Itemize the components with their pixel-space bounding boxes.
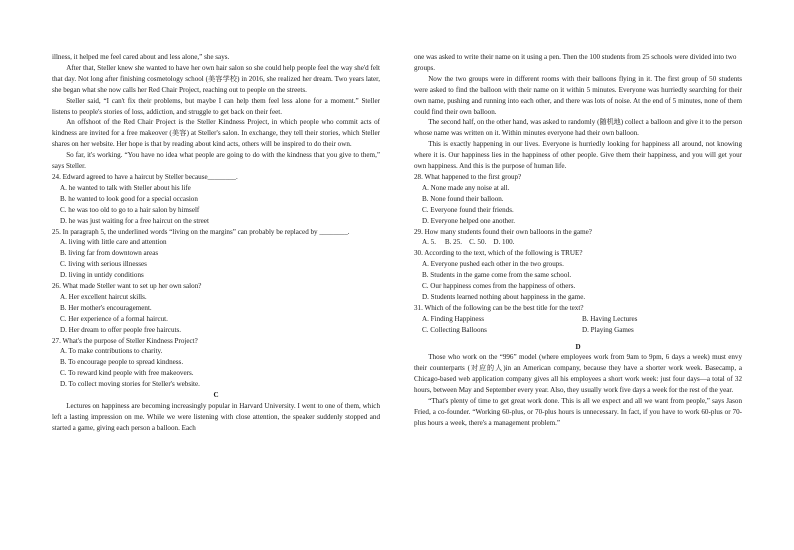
option: C. living with serious illnesses (60, 260, 147, 269)
options-row (414, 325, 742, 336)
question-26: 26. What made Steller want to set up her own salon? (52, 282, 202, 291)
question-28: 28. What happened to the first group? (414, 172, 522, 181)
option: D. Playing Games (582, 325, 634, 334)
section-heading-d: D (575, 342, 581, 351)
question-24: 24. Edward agreed to have a haircut by Steller because________. (52, 172, 238, 181)
question-29: 29. How many students found their own balloons in the game? (414, 227, 592, 236)
option: C. Collecting Balloons (422, 325, 487, 334)
question-30: 30. According to the text, which of the following is TRUE? (414, 249, 583, 258)
option: B. Having Lectures (582, 314, 638, 323)
paragraph: illness, it helped me feel cared about and less alone,” she says. (52, 53, 230, 61)
paragraph: An offshoot of the Red Chair Project is the Steller Kindness Project, in which people who commit acts of kindness are invited for a free makeover (美容) at Steller's salon. In exchange, they tell their stories, which Steller shares on her website. Her hope is that by reading about kind acts, others will be inspired to do their own. (52, 118, 380, 149)
option: B. living far from downtown areas (60, 249, 159, 258)
paragraph: Steller said, “I can't fix their problems, but maybe I can help them feel less alone for a moment.” Steller listens to people's stories of loss, addiction, and struggle to get back on their feet. (52, 96, 380, 116)
question-31: 31. Which of the following can be the best title for the text? (414, 303, 584, 312)
option: D. living in untidy conditions (60, 271, 144, 280)
option: A. he wanted to talk with Steller about his life (60, 183, 191, 192)
left-column (52, 52, 380, 434)
option: D. Everyone helped one another. (422, 216, 515, 225)
paragraph: Now the two groups were in different rooms with their balloons flying in it. The first group of 50 students were asked to find the balloon with their name on it within 5 minutes. Everyone was hurriedly searching for their own name, pushing and running into each other, and there was lots of noise. At the end of 5 minutes, none of them could find their own balloon. (414, 74, 742, 116)
paragraph: Those who work on the “996” model (where employees work from 9am to 9pm, 6 days a week) must envy their counterparts (对应的人)in an American company, because they have a shorter work week. Basecamp, a Chicago-based web application company gives all his employees a short work week: just four days—a total of 32 hours, between May and September every year. Also, they usually work five days a week for the rest of the year. (414, 353, 742, 395)
option: A. None made any noise at all. (422, 183, 510, 192)
option: B. None found their balloon. (422, 194, 504, 203)
section-heading-c: C (213, 391, 219, 400)
option: B. he wanted to look good for a special occasion (60, 194, 198, 203)
option: A. Everyone pushed each other in the two groups. (422, 260, 564, 269)
paragraph: After that, Steller knew she wanted to have her own hair salon so she could help people feel the way she'd felt that day. Not long after finishing cosmetology school (美容学校) in 2016, she realized her dream. Two years later, she began what she now calls her Red Chair Project, reaching out to people on the streets. (52, 63, 380, 94)
paragraph: So far, it's working. “You have no idea what people are going to do with the kindness that you give to them,” says Steller. (52, 151, 380, 171)
paragraph: The second half, on the other hand, was asked to randomly (随机地) collect a balloon and give it to the person whose name was written on it. Within minutes everyone had their own balloon. (414, 118, 742, 138)
option: D. he was just waiting for a free haircut on the street (60, 216, 209, 225)
right-column (414, 52, 742, 429)
option: D. 100. (493, 238, 515, 247)
option: A. Finding Happiness (422, 314, 485, 323)
option: A. living with little care and attention (60, 238, 167, 247)
option: B. Her mother's encouragement. (60, 303, 152, 312)
option: D. To collect moving stories for Steller's website. (60, 380, 200, 389)
question-27: 27. What's the purpose of Steller Kindness Project? (52, 336, 198, 345)
options-row (414, 237, 742, 248)
option: B. 25. (444, 238, 463, 247)
paragraph: one was asked to write their name on it using a pen. Then the 100 students from 25 schools were divided into two groups. (414, 53, 737, 72)
options-row (414, 314, 742, 325)
question-25: 25. In paragraph 5, the underlined words “living on the margins” can probably be replaced by ________. (52, 227, 350, 236)
paragraph: Lectures on happiness are becoming increasingly popular in Harvard University. I went to one of them, which left a lasting impression on me. While we were listening with close attention, the speaker suddenly stopped and started a game, giving each person a balloon. Each (52, 402, 380, 432)
option: D. Her dream to offer people free haircuts. (60, 325, 181, 334)
option: C. Everyone found their friends. (422, 205, 514, 214)
option: C. Our happiness comes from the happiness of others. (422, 282, 576, 291)
option: C. Her experience of a formal haircut. (60, 314, 168, 323)
option: A. To make contributions to charity. (60, 347, 163, 356)
paragraph: “That's plenty of time to get great work done. This is all we expect and all we want from people,” says Jason Fried, a co-founder. “Working 60-plus, or 70-plus hours is unnecessary. In fact, if you have to work 60-plus or 70-plus hours a week, there's a management problem.” (414, 397, 742, 427)
option: C. he was too old to go to a hair salon by himself (60, 205, 200, 214)
option: A. Her excellent haircut skills. (60, 292, 147, 301)
option: D. Students learned nothing about happiness in the game. (422, 292, 586, 301)
option: B. To encourage people to spread kindness. (60, 358, 184, 367)
paragraph: This is exactly happening in our lives. Everyone is hurriedly looking for happiness all around, not knowing where it is. Our happiness lies in the happiness of other people. Give them their happiness, and you will get your own happiness. And this is the purpose of human life. (414, 140, 742, 171)
option: A. 5. (422, 238, 436, 247)
option: C. To reward kind people with free makeovers. (60, 369, 194, 378)
option: C. 50. (469, 238, 487, 247)
option: B. Students in the game come from the same school. (422, 271, 572, 280)
